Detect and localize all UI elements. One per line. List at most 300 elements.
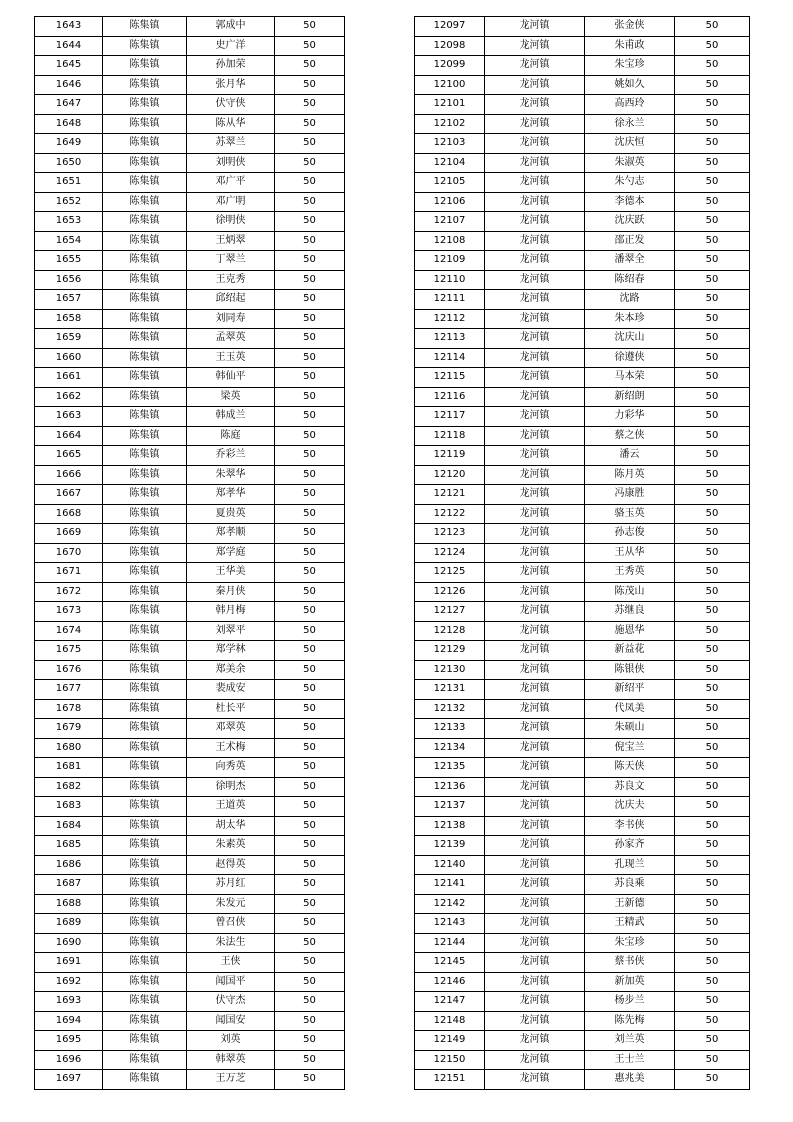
amount-cell: 50 xyxy=(275,231,345,251)
person-name-cell: 新加英 xyxy=(585,972,675,992)
person-name-cell: 朱法生 xyxy=(187,933,275,953)
record-number-cell: 1653 xyxy=(35,212,103,232)
amount-cell: 50 xyxy=(275,875,345,895)
person-name-cell: 潘云 xyxy=(585,446,675,466)
record-number-cell: 12130 xyxy=(415,660,485,680)
amount-cell: 50 xyxy=(275,894,345,914)
person-name-cell: 苏良乘 xyxy=(585,875,675,895)
person-name-cell: 苏月红 xyxy=(187,875,275,895)
table-row xyxy=(415,621,750,641)
person-name-cell: 王精武 xyxy=(585,914,675,934)
table-row xyxy=(35,251,345,271)
table-row xyxy=(35,992,345,1012)
town-cell: 龙河镇 xyxy=(485,738,585,758)
table-row xyxy=(35,270,345,290)
amount-cell: 50 xyxy=(675,777,750,797)
record-number-cell: 1681 xyxy=(35,758,103,778)
table-row xyxy=(415,953,750,973)
table-row xyxy=(415,95,750,115)
person-name-cell: 朱素英 xyxy=(187,836,275,856)
person-name-cell: 新益花 xyxy=(585,641,675,661)
amount-cell: 50 xyxy=(275,446,345,466)
amount-cell: 50 xyxy=(675,56,750,76)
amount-cell: 50 xyxy=(675,563,750,583)
record-number-cell: 12143 xyxy=(415,914,485,934)
town-cell: 陈集镇 xyxy=(103,1050,187,1070)
table-row xyxy=(35,972,345,992)
person-name-cell: 孙家齐 xyxy=(585,836,675,856)
amount-cell: 50 xyxy=(275,1031,345,1051)
person-name-cell: 刘翠平 xyxy=(187,621,275,641)
table-row xyxy=(415,894,750,914)
town-cell: 陈集镇 xyxy=(103,114,187,134)
table-row xyxy=(415,855,750,875)
table-row xyxy=(35,446,345,466)
table-row xyxy=(35,875,345,895)
person-name-cell: 陈茂山 xyxy=(585,582,675,602)
amount-cell: 50 xyxy=(275,524,345,544)
person-name-cell: 胡太华 xyxy=(187,816,275,836)
table-row xyxy=(415,387,750,407)
record-number-cell: 1668 xyxy=(35,504,103,524)
amount-cell: 50 xyxy=(675,582,750,602)
table-row xyxy=(35,543,345,563)
record-number-cell: 12104 xyxy=(415,153,485,173)
amount-cell: 50 xyxy=(675,36,750,56)
town-cell: 龙河镇 xyxy=(485,75,585,95)
amount-cell: 50 xyxy=(675,485,750,505)
record-number-cell: 1643 xyxy=(35,17,103,37)
town-cell: 陈集镇 xyxy=(103,621,187,641)
table-row xyxy=(35,1031,345,1051)
town-cell: 陈集镇 xyxy=(103,368,187,388)
amount-cell: 50 xyxy=(675,173,750,193)
town-cell: 龙河镇 xyxy=(485,660,585,680)
town-cell: 龙河镇 xyxy=(485,1031,585,1051)
amount-cell: 50 xyxy=(675,75,750,95)
table-row xyxy=(415,504,750,524)
record-number-cell: 12120 xyxy=(415,465,485,485)
person-name-cell: 王从华 xyxy=(585,543,675,563)
record-number-cell: 12125 xyxy=(415,563,485,583)
table-row xyxy=(415,348,750,368)
record-number-cell: 1651 xyxy=(35,173,103,193)
town-cell: 陈集镇 xyxy=(103,777,187,797)
person-name-cell: 陈从华 xyxy=(187,114,275,134)
record-number-cell: 1688 xyxy=(35,894,103,914)
amount-cell: 50 xyxy=(275,329,345,349)
table-row xyxy=(415,134,750,154)
record-number-cell: 12108 xyxy=(415,231,485,251)
amount-cell: 50 xyxy=(275,738,345,758)
amount-cell: 50 xyxy=(275,173,345,193)
table-row xyxy=(35,465,345,485)
record-number-cell: 12137 xyxy=(415,797,485,817)
person-name-cell: 郭成中 xyxy=(187,17,275,37)
town-cell: 龙河镇 xyxy=(485,407,585,427)
record-number-cell: 1662 xyxy=(35,387,103,407)
table-row xyxy=(35,36,345,56)
amount-cell: 50 xyxy=(675,816,750,836)
table-row xyxy=(415,212,750,232)
town-cell: 龙河镇 xyxy=(485,368,585,388)
table-row xyxy=(35,173,345,193)
amount-cell: 50 xyxy=(675,95,750,115)
record-number-cell: 12118 xyxy=(415,426,485,446)
town-cell: 陈集镇 xyxy=(103,309,187,329)
person-name-cell: 朱淑英 xyxy=(585,153,675,173)
record-number-cell: 1665 xyxy=(35,446,103,466)
amount-cell: 50 xyxy=(275,114,345,134)
amount-cell: 50 xyxy=(675,426,750,446)
record-number-cell: 12101 xyxy=(415,95,485,115)
amount-cell: 50 xyxy=(275,387,345,407)
amount-cell: 50 xyxy=(675,309,750,329)
town-cell: 陈集镇 xyxy=(103,36,187,56)
person-name-cell: 王术梅 xyxy=(187,738,275,758)
record-number-cell: 1649 xyxy=(35,134,103,154)
town-cell: 龙河镇 xyxy=(485,797,585,817)
table-row xyxy=(415,758,750,778)
town-cell: 陈集镇 xyxy=(103,855,187,875)
roster-table-right xyxy=(414,16,750,1090)
town-cell: 龙河镇 xyxy=(485,602,585,622)
amount-cell: 50 xyxy=(275,758,345,778)
table-row xyxy=(35,56,345,76)
person-name-cell: 朱发元 xyxy=(187,894,275,914)
person-name-cell: 赵得英 xyxy=(187,855,275,875)
record-number-cell: 1678 xyxy=(35,699,103,719)
amount-cell: 50 xyxy=(275,153,345,173)
amount-cell: 50 xyxy=(275,1011,345,1031)
person-name-cell: 朱勺志 xyxy=(585,173,675,193)
record-number-cell: 1660 xyxy=(35,348,103,368)
record-number-cell: 12107 xyxy=(415,212,485,232)
record-number-cell: 1695 xyxy=(35,1031,103,1051)
record-number-cell: 12138 xyxy=(415,816,485,836)
person-name-cell: 朱翠华 xyxy=(187,465,275,485)
record-number-cell: 1663 xyxy=(35,407,103,427)
town-cell: 陈集镇 xyxy=(103,173,187,193)
amount-cell: 50 xyxy=(675,933,750,953)
record-number-cell: 12140 xyxy=(415,855,485,875)
table-row xyxy=(35,894,345,914)
table-row xyxy=(415,368,750,388)
person-name-cell: 杜长平 xyxy=(187,699,275,719)
table-row xyxy=(415,602,750,622)
table-row xyxy=(415,56,750,76)
person-name-cell: 惠兆美 xyxy=(585,1070,675,1090)
person-name-cell: 冯康胜 xyxy=(585,485,675,505)
person-name-cell: 刘英 xyxy=(187,1031,275,1051)
town-cell: 龙河镇 xyxy=(485,95,585,115)
town-cell: 陈集镇 xyxy=(103,543,187,563)
town-cell: 陈集镇 xyxy=(103,192,187,212)
town-cell: 陈集镇 xyxy=(103,17,187,37)
table-row xyxy=(35,1011,345,1031)
town-cell: 陈集镇 xyxy=(103,1031,187,1051)
record-number-cell: 12148 xyxy=(415,1011,485,1031)
person-name-cell: 蔡书侠 xyxy=(585,953,675,973)
record-number-cell: 12146 xyxy=(415,972,485,992)
amount-cell: 50 xyxy=(275,816,345,836)
town-cell: 龙河镇 xyxy=(485,290,585,310)
table-row xyxy=(35,192,345,212)
amount-cell: 50 xyxy=(675,134,750,154)
roster-table-left-body xyxy=(35,17,345,1090)
record-number-cell: 12150 xyxy=(415,1050,485,1070)
amount-cell: 50 xyxy=(275,699,345,719)
table-row xyxy=(35,407,345,427)
record-number-cell: 1673 xyxy=(35,602,103,622)
amount-cell: 50 xyxy=(275,212,345,232)
amount-cell: 50 xyxy=(275,426,345,446)
amount-cell: 50 xyxy=(675,465,750,485)
amount-cell: 50 xyxy=(275,933,345,953)
person-name-cell: 王道英 xyxy=(187,797,275,817)
amount-cell: 50 xyxy=(275,290,345,310)
town-cell: 陈集镇 xyxy=(103,1070,187,1090)
town-cell: 陈集镇 xyxy=(103,56,187,76)
town-cell: 龙河镇 xyxy=(485,446,585,466)
record-number-cell: 1656 xyxy=(35,270,103,290)
record-number-cell: 12122 xyxy=(415,504,485,524)
table-row xyxy=(35,563,345,583)
person-name-cell: 倪宝兰 xyxy=(585,738,675,758)
town-cell: 龙河镇 xyxy=(485,485,585,505)
record-number-cell: 1696 xyxy=(35,1050,103,1070)
person-name-cell: 张月华 xyxy=(187,75,275,95)
person-name-cell: 韩仙平 xyxy=(187,368,275,388)
record-number-cell: 12123 xyxy=(415,524,485,544)
amount-cell: 50 xyxy=(275,270,345,290)
record-number-cell: 1686 xyxy=(35,855,103,875)
amount-cell: 50 xyxy=(675,699,750,719)
amount-cell: 50 xyxy=(675,446,750,466)
person-name-cell: 骆玉英 xyxy=(585,504,675,524)
town-cell: 陈集镇 xyxy=(103,953,187,973)
amount-cell: 50 xyxy=(275,602,345,622)
table-row xyxy=(415,738,750,758)
table-row xyxy=(415,777,750,797)
town-cell: 龙河镇 xyxy=(485,231,585,251)
record-number-cell: 12102 xyxy=(415,114,485,134)
table-row xyxy=(415,1031,750,1051)
amount-cell: 50 xyxy=(675,1050,750,1070)
table-row xyxy=(415,719,750,739)
town-cell: 陈集镇 xyxy=(103,992,187,1012)
person-name-cell: 邓翠英 xyxy=(187,719,275,739)
table-row xyxy=(35,797,345,817)
person-name-cell: 梁英 xyxy=(187,387,275,407)
town-cell: 陈集镇 xyxy=(103,270,187,290)
amount-cell: 50 xyxy=(275,56,345,76)
town-cell: 龙河镇 xyxy=(485,1070,585,1090)
table-row xyxy=(415,816,750,836)
table-row xyxy=(35,738,345,758)
record-number-cell: 12119 xyxy=(415,446,485,466)
record-number-cell: 1676 xyxy=(35,660,103,680)
person-name-cell: 朱甫政 xyxy=(585,36,675,56)
amount-cell: 50 xyxy=(675,270,750,290)
town-cell: 陈集镇 xyxy=(103,641,187,661)
record-number-cell: 1697 xyxy=(35,1070,103,1090)
table-row xyxy=(415,972,750,992)
person-name-cell: 郑孝华 xyxy=(187,485,275,505)
amount-cell: 50 xyxy=(675,660,750,680)
town-cell: 陈集镇 xyxy=(103,329,187,349)
person-name-cell: 苏良文 xyxy=(585,777,675,797)
town-cell: 龙河镇 xyxy=(485,524,585,544)
amount-cell: 50 xyxy=(675,212,750,232)
record-number-cell: 1650 xyxy=(35,153,103,173)
person-name-cell: 陈月英 xyxy=(585,465,675,485)
person-name-cell: 孔现兰 xyxy=(585,855,675,875)
record-number-cell: 12117 xyxy=(415,407,485,427)
person-name-cell: 夏贵英 xyxy=(187,504,275,524)
record-number-cell: 1679 xyxy=(35,719,103,739)
town-cell: 龙河镇 xyxy=(485,387,585,407)
record-number-cell: 12112 xyxy=(415,309,485,329)
record-number-cell: 12144 xyxy=(415,933,485,953)
table-row xyxy=(35,17,345,37)
town-cell: 龙河镇 xyxy=(485,641,585,661)
person-name-cell: 裴成安 xyxy=(187,680,275,700)
amount-cell: 50 xyxy=(275,855,345,875)
person-name-cell: 闻国平 xyxy=(187,972,275,992)
town-cell: 龙河镇 xyxy=(485,719,585,739)
table-row xyxy=(415,875,750,895)
town-cell: 陈集镇 xyxy=(103,387,187,407)
amount-cell: 50 xyxy=(675,368,750,388)
record-number-cell: 1670 xyxy=(35,543,103,563)
amount-cell: 50 xyxy=(275,75,345,95)
town-cell: 陈集镇 xyxy=(103,75,187,95)
amount-cell: 50 xyxy=(675,680,750,700)
table-row xyxy=(415,680,750,700)
table-row xyxy=(415,563,750,583)
town-cell: 龙河镇 xyxy=(485,251,585,271)
record-number-cell: 1658 xyxy=(35,309,103,329)
table-row xyxy=(35,816,345,836)
table-row xyxy=(415,797,750,817)
person-name-cell: 王炳翠 xyxy=(187,231,275,251)
record-number-cell: 1655 xyxy=(35,251,103,271)
table-row xyxy=(415,192,750,212)
amount-cell: 50 xyxy=(275,36,345,56)
record-number-cell: 12124 xyxy=(415,543,485,563)
table-row xyxy=(415,641,750,661)
town-cell: 龙河镇 xyxy=(485,914,585,934)
town-cell: 陈集镇 xyxy=(103,660,187,680)
record-number-cell: 1661 xyxy=(35,368,103,388)
person-name-cell: 王万芝 xyxy=(187,1070,275,1090)
person-name-cell: 新绍平 xyxy=(585,680,675,700)
amount-cell: 50 xyxy=(675,953,750,973)
table-row xyxy=(415,485,750,505)
record-number-cell: 1645 xyxy=(35,56,103,76)
person-name-cell: 李书侠 xyxy=(585,816,675,836)
record-number-cell: 12126 xyxy=(415,582,485,602)
person-name-cell: 蔡之侠 xyxy=(585,426,675,446)
record-number-cell: 1694 xyxy=(35,1011,103,1031)
town-cell: 龙河镇 xyxy=(485,680,585,700)
table-row xyxy=(35,855,345,875)
town-cell: 陈集镇 xyxy=(103,758,187,778)
table-row xyxy=(415,992,750,1012)
amount-cell: 50 xyxy=(275,641,345,661)
person-name-cell: 孙加荣 xyxy=(187,56,275,76)
person-name-cell: 邓广平 xyxy=(187,173,275,193)
amount-cell: 50 xyxy=(675,719,750,739)
amount-cell: 50 xyxy=(675,543,750,563)
amount-cell: 50 xyxy=(275,543,345,563)
record-number-cell: 1647 xyxy=(35,95,103,115)
table-row xyxy=(35,134,345,154)
person-name-cell: 王秀英 xyxy=(585,563,675,583)
town-cell: 陈集镇 xyxy=(103,465,187,485)
amount-cell: 50 xyxy=(675,153,750,173)
table-row xyxy=(35,290,345,310)
amount-cell: 50 xyxy=(675,1031,750,1051)
table-row xyxy=(415,329,750,349)
table-row xyxy=(415,309,750,329)
person-name-cell: 王新德 xyxy=(585,894,675,914)
table-row xyxy=(415,36,750,56)
table-row xyxy=(35,953,345,973)
town-cell: 龙河镇 xyxy=(485,1011,585,1031)
record-number-cell: 12131 xyxy=(415,680,485,700)
table-row xyxy=(35,1050,345,1070)
record-number-cell: 1675 xyxy=(35,641,103,661)
record-number-cell: 12149 xyxy=(415,1031,485,1051)
town-cell: 龙河镇 xyxy=(485,894,585,914)
person-name-cell: 沈庆恒 xyxy=(585,134,675,154)
town-cell: 陈集镇 xyxy=(103,504,187,524)
record-number-cell: 1677 xyxy=(35,680,103,700)
record-number-cell: 1690 xyxy=(35,933,103,953)
town-cell: 陈集镇 xyxy=(103,153,187,173)
town-cell: 陈集镇 xyxy=(103,563,187,583)
amount-cell: 50 xyxy=(275,407,345,427)
person-name-cell: 代凤美 xyxy=(585,699,675,719)
amount-cell: 50 xyxy=(675,504,750,524)
record-number-cell: 1652 xyxy=(35,192,103,212)
record-number-cell: 12147 xyxy=(415,992,485,1012)
person-name-cell: 朱宝珍 xyxy=(585,56,675,76)
record-number-cell: 1659 xyxy=(35,329,103,349)
record-number-cell: 1682 xyxy=(35,777,103,797)
person-name-cell: 王克秀 xyxy=(187,270,275,290)
table-row xyxy=(415,1011,750,1031)
table-row xyxy=(415,1070,750,1090)
table-row xyxy=(415,251,750,271)
amount-cell: 50 xyxy=(275,95,345,115)
town-cell: 龙河镇 xyxy=(485,17,585,37)
amount-cell: 50 xyxy=(675,192,750,212)
amount-cell: 50 xyxy=(275,134,345,154)
record-number-cell: 12100 xyxy=(415,75,485,95)
person-name-cell: 王华美 xyxy=(187,563,275,583)
town-cell: 龙河镇 xyxy=(485,309,585,329)
amount-cell: 50 xyxy=(275,719,345,739)
person-name-cell: 李德本 xyxy=(585,192,675,212)
record-number-cell: 12111 xyxy=(415,290,485,310)
record-number-cell: 1672 xyxy=(35,582,103,602)
table-row xyxy=(35,777,345,797)
town-cell: 陈集镇 xyxy=(103,602,187,622)
table-row xyxy=(35,212,345,232)
